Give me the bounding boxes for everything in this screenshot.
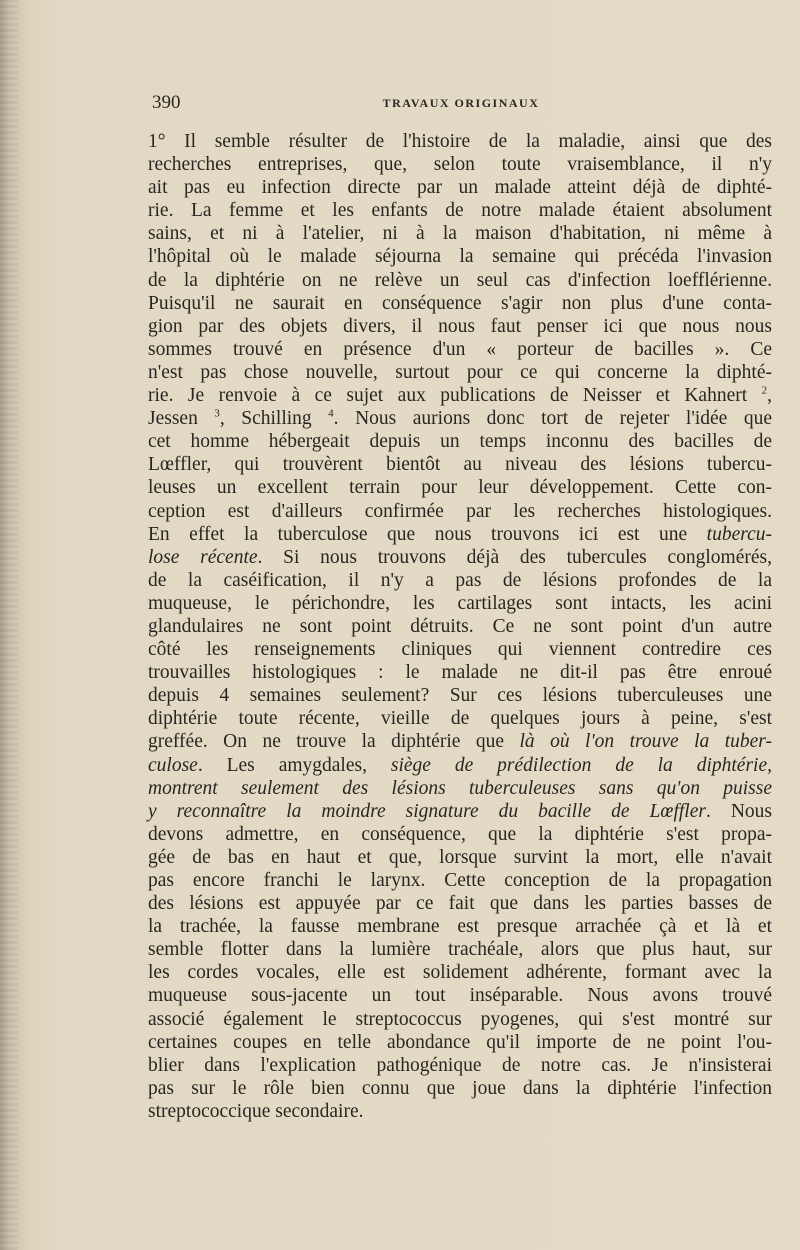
text-run: , Schilling bbox=[219, 408, 329, 430]
text-line bbox=[148, 430, 772, 453]
text-run: . Nous aurions donc tort de rejeter l'idée que bbox=[333, 408, 772, 430]
text-run: , bbox=[767, 385, 772, 407]
footnote-ref: 4 bbox=[328, 407, 334, 420]
footnote-ref: 3 bbox=[214, 407, 220, 420]
text-line bbox=[148, 245, 772, 268]
text-line bbox=[148, 546, 772, 569]
italic-text: lose récente bbox=[148, 546, 258, 568]
text-run: associé également le streptococcus pyogenes, qui s'est montré sur bbox=[148, 1008, 772, 1030]
body-text bbox=[148, 130, 772, 1123]
text-line bbox=[148, 269, 772, 292]
text-run: sommes trouvé en présence d'un « porteur de bacilles ». Ce bbox=[148, 338, 772, 360]
text-line bbox=[148, 453, 772, 476]
text-run: depuis 4 semaines seulement? Sur ces lésions tuberculeuses une bbox=[148, 685, 772, 707]
text-run: semble flotter dans la lumière trachéale, alors que plus haut, sur bbox=[148, 939, 772, 961]
text-run: gion par des objets divers, il nous faut penser ici que nous nous bbox=[148, 315, 772, 337]
text-run: . Les amygdales, bbox=[197, 754, 391, 776]
text-line bbox=[148, 777, 772, 800]
text-run: rie. Je renvoie à ce sujet aux publications de Neisser et Kahnert bbox=[148, 385, 762, 407]
text-run: recherches entreprises, que, selon toute vraisemblance, il n'y bbox=[148, 154, 772, 176]
text-run: Lœffler, qui trouvèrent bientôt au niveau des lésions tubercu- bbox=[148, 454, 772, 476]
text-line bbox=[148, 961, 772, 984]
running-head: TRAVAUX ORIGINAUX bbox=[382, 96, 540, 110]
text-line bbox=[148, 500, 772, 523]
text-line bbox=[148, 130, 772, 153]
text-line bbox=[148, 153, 772, 176]
page-binding-edge bbox=[0, 0, 18, 1250]
italic-text: montrent seulement des lésions tuberculeuses sans qu'on puisse bbox=[148, 777, 772, 799]
text-run: ait pas eu infection directe par un malade atteint déjà de diphté- bbox=[148, 177, 772, 199]
text-line bbox=[148, 199, 772, 222]
text-line bbox=[148, 592, 772, 615]
text-line bbox=[148, 222, 772, 245]
text-run: greffée. On ne trouve la diphtérie que bbox=[148, 731, 520, 753]
text-run: sains, et ni à l'atelier, ni à la maison d'habitation, ni même à bbox=[148, 223, 772, 245]
text-line bbox=[148, 615, 772, 638]
text-line bbox=[148, 523, 772, 546]
italic-text: y reconnaître la moindre signature du bacille de Lœffler bbox=[148, 800, 706, 822]
text-run: cet homme hébergeait depuis un temps inconnu des bacilles de bbox=[148, 431, 772, 453]
text-run: Puisqu'il ne saurait en conséquence s'agir non plus d'une conta- bbox=[148, 292, 772, 314]
text-run: des lésions est appuyée par ce fait que dans les parties basses de bbox=[148, 893, 772, 915]
text-line bbox=[148, 754, 772, 777]
text-line bbox=[148, 915, 772, 938]
text-line bbox=[148, 1077, 772, 1100]
text-line bbox=[148, 292, 772, 315]
text-run: . Nous bbox=[705, 800, 773, 822]
text-line bbox=[148, 476, 772, 499]
text-line bbox=[148, 800, 772, 823]
text-run: n'est pas chose nouvelle, surtout pour ce qui concerne la diphté- bbox=[148, 361, 772, 383]
text-line bbox=[148, 984, 772, 1007]
text-run: certaines coupes en telle abondance qu'il importe de ne point l'ou- bbox=[148, 1031, 772, 1053]
text-line bbox=[148, 407, 772, 430]
text-run: de la caséification, il n'y a pas de lésions profondes de la bbox=[148, 569, 772, 591]
text-line bbox=[148, 338, 772, 361]
text-line bbox=[148, 869, 772, 892]
text-run: pas encore franchi le larynx. Cette conception de la propagation bbox=[148, 870, 772, 891]
text-run: leuses un excellent terrain pour leur développement. Cette con- bbox=[148, 477, 772, 499]
text-run: de la diphtérie on ne relève un seul cas d'infection loefflérienne. bbox=[148, 269, 772, 291]
text-line bbox=[148, 892, 772, 915]
page-number: 390 bbox=[152, 92, 181, 113]
text-line bbox=[148, 569, 772, 592]
page-header bbox=[152, 92, 770, 116]
text-run: diphtérie toute récente, vieille de quelques jours à peine, s'est bbox=[148, 708, 772, 730]
italic-text: culose bbox=[148, 754, 198, 776]
text-line bbox=[148, 938, 772, 961]
text-line bbox=[148, 684, 772, 707]
italic-text: siège de prédilection de la diphtérie, bbox=[390, 754, 773, 776]
text-run: pas sur le rôle bien connu que joue dans la diphtérie l'infection bbox=[148, 1077, 772, 1099]
text-run: muqueuse sous-jacente un tout inséparable. Nous avons trouvé bbox=[148, 985, 772, 1007]
italic-text: là où l'on trouve la tuber- bbox=[519, 731, 773, 753]
text-line bbox=[148, 730, 772, 753]
text-line bbox=[148, 1100, 772, 1123]
text-run: gée de bas en haut et que, lorsque survint la mort, elle n'avait bbox=[148, 846, 772, 868]
text-run: blier dans l'explication pathogénique de notre cas. Je n'insisterai bbox=[148, 1054, 772, 1076]
text-run: glandulaires ne sont point détruits. Ce ne sont point d'un autre bbox=[148, 615, 772, 637]
text-line bbox=[148, 1054, 772, 1077]
text-run: rie. La femme et les enfants de notre malade étaient absolument bbox=[148, 200, 772, 222]
text-line bbox=[148, 176, 772, 199]
text-line bbox=[148, 661, 772, 684]
text-line bbox=[148, 707, 772, 730]
text-run: les cordes vocales, elle est solidement adhérente, formant avec la bbox=[148, 962, 772, 984]
text-run: muqueuse, le périchondre, les cartilages sont intacts, les acini bbox=[148, 592, 772, 614]
italic-text: tubercu- bbox=[706, 523, 772, 545]
text-line bbox=[148, 846, 772, 869]
text-line bbox=[148, 384, 772, 407]
text-run: devons admettre, en conséquence, que la diphtérie s'est propa- bbox=[148, 823, 772, 845]
text-line bbox=[148, 1008, 772, 1031]
text-run: . Si nous trouvons déjà des tubercules conglomérés, bbox=[257, 546, 772, 568]
text-run: 1° Il semble résulter de l'histoire de la maladie, ainsi que des bbox=[148, 131, 772, 152]
text-line bbox=[148, 361, 772, 384]
text-run: streptococcique secondaire. bbox=[148, 1100, 364, 1122]
text-run: la trachée, la fausse membrane est presque arrachée çà et là et bbox=[148, 916, 772, 938]
text-run: ception est d'ailleurs confirmée par les recherches histologiques. bbox=[148, 500, 772, 522]
footnote-ref: 2 bbox=[761, 384, 768, 397]
text-run: l'hôpital où le malade séjourna la semaine qui précéda l'invasion bbox=[148, 246, 772, 268]
text-line bbox=[148, 638, 772, 661]
text-run: En effet la tuberculose que nous trouvons ici est une bbox=[148, 523, 707, 545]
text-line bbox=[148, 1031, 772, 1054]
text-run: trouvailles histologiques : le malade ne dit-il pas être enroué bbox=[148, 662, 772, 684]
text-line bbox=[148, 315, 772, 338]
text-run: Jessen bbox=[148, 408, 215, 430]
text-run: côté les renseignements cliniques qui viennent contredire ces bbox=[148, 639, 772, 661]
text-line bbox=[148, 823, 772, 846]
